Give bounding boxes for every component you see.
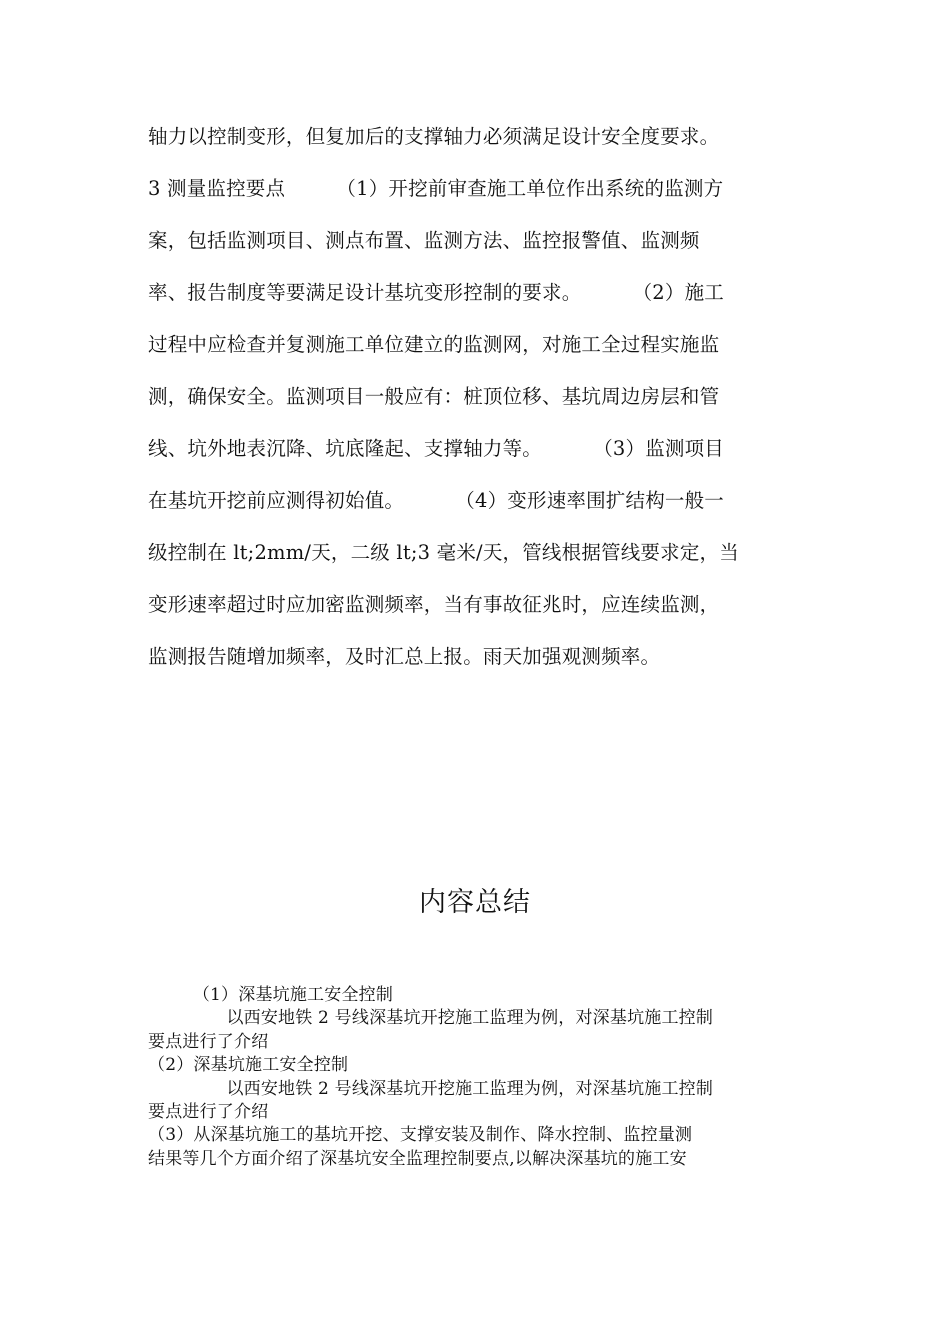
summary-line: 要点进行了介绍 <box>148 1102 269 1123</box>
body-line: 案，包括监测项目、测点布置、监测方法、监控报警值、监测频 <box>148 229 700 252</box>
body-line: 率、报告制度等要满足设计基坑变形控制的要求。 （2）施工 <box>148 281 724 304</box>
body-line: 3 测量监控要点 （1）开挖前审查施工单位作出系统的监测方 <box>148 177 724 200</box>
body-line: 变形速率超过时应加密监测频率，当有事故征兆时，应连续监测， <box>148 593 720 616</box>
body-line: 轴力以控制变形，但复加后的支撑轴力必须满足设计安全度要求。 <box>148 125 720 148</box>
body-line: 在基坑开挖前应测得初始值。 （4）变形速率围扩结构一般一 <box>148 489 724 512</box>
summary-line: 要点进行了介绍 <box>148 1031 269 1052</box>
body-line: 级控制在 lt;2mm/天，二级 lt;3 毫米/天，管线根据管线要求定，当 <box>148 541 739 564</box>
summary-line: （1）深基坑施工安全控制 <box>148 985 394 1005</box>
body-line: 监测报告随增加频率，及时汇总上报。雨天加强观测频率。 <box>148 645 661 668</box>
summary-title: 内容总结 <box>419 887 531 918</box>
summary-section <box>148 984 818 1171</box>
body-line: 测，确保安全。监测项目一般应有：桩顶位移、基坑周边房层和管 <box>148 385 720 408</box>
body-line: 过程中应检查并复测施工单位建立的监测网，对施工全过程实施监 <box>148 333 720 356</box>
summary-line: （2）深基坑施工安全控制 <box>148 1055 349 1076</box>
summary-line: 结果等几个方面介绍了深基坑安全监理控制要点,以解决深基坑的施工安 <box>148 1148 687 1169</box>
body-text <box>148 117 818 689</box>
body-line: 线、坑外地表沉降、坑底隆起、支撑轴力等。 （3）监测项目 <box>148 437 724 460</box>
summary-line: （3）从深基坑施工的基坑开挖、支撑安装及制作、降水控制、监控量测 <box>148 1125 693 1146</box>
summary-line: 以西安地铁 2 号线深基坑开挖施工监理为例，对深基坑施工控制 <box>148 1008 714 1029</box>
summary-line: 以西安地铁 2 号线深基坑开挖施工监理为例，对深基坑施工控制 <box>148 1078 714 1099</box>
